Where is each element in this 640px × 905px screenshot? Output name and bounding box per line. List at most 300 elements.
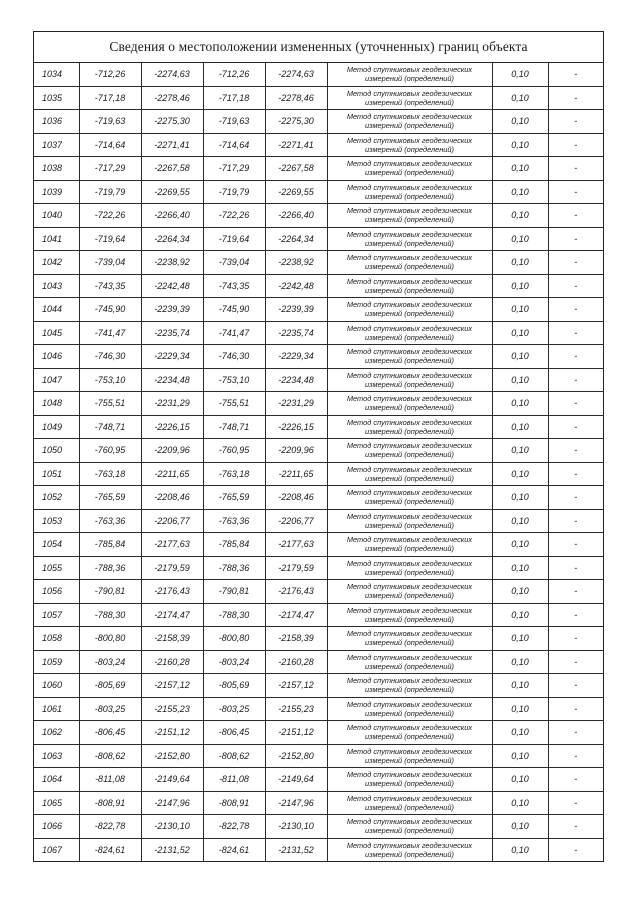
x-existing-cell: -763,36: [79, 509, 141, 533]
method-text-line2: измерений (определений): [365, 520, 454, 530]
method-text-line1: Метод спутниковых геодезических: [346, 605, 473, 615]
table-row: [34, 63, 603, 86]
point-number-cell: 1051: [34, 462, 79, 486]
x-new-cell: -763,18: [203, 462, 265, 486]
table-row: [34, 462, 603, 486]
method-text-line1: Метод спутниковых геодезических: [346, 88, 473, 98]
point-number-cell: 1050: [34, 439, 79, 463]
method-text-line2: измерений (определений): [365, 426, 454, 436]
method-cell: [327, 791, 492, 815]
y-existing-cell: -2231,29: [141, 392, 203, 416]
x-new-cell: -753,10: [203, 368, 265, 392]
method-text-line1: Метод спутниковых геодезических: [346, 182, 473, 192]
note-cell: -: [548, 721, 603, 745]
x-existing-cell: -785,84: [79, 533, 141, 557]
table-row: [34, 627, 603, 651]
point-number-cell: 1045: [34, 321, 79, 345]
y-existing-cell: -2271,41: [141, 133, 203, 157]
x-new-cell: -763,36: [203, 509, 265, 533]
point-number-cell: 1044: [34, 298, 79, 322]
method-text-line2: измерений (определений): [365, 450, 454, 460]
x-existing-cell: -811,08: [79, 768, 141, 792]
method-cell: [327, 462, 492, 486]
point-number-cell: 1060: [34, 674, 79, 698]
x-existing-cell: -745,90: [79, 298, 141, 322]
accuracy-cell: 0,10: [492, 227, 548, 251]
accuracy-cell: 0,10: [492, 274, 548, 298]
point-number-cell: 1055: [34, 556, 79, 580]
point-number-cell: 1042: [34, 251, 79, 275]
table-row: [34, 533, 603, 557]
method-text-line1: Метод спутниковых геодезических: [346, 840, 473, 850]
x-existing-cell: -788,36: [79, 556, 141, 580]
accuracy-cell: 0,10: [492, 486, 548, 510]
method-text-line1: Метод спутниковых геодезических: [346, 770, 473, 780]
table-row: [34, 509, 603, 533]
x-existing-cell: -803,25: [79, 697, 141, 721]
method-cell: [327, 721, 492, 745]
note-cell: -: [548, 439, 603, 463]
y-existing-cell: -2158,39: [141, 627, 203, 651]
accuracy-cell: 0,10: [492, 86, 548, 110]
y-existing-cell: -2147,96: [141, 791, 203, 815]
point-number-cell: 1062: [34, 721, 79, 745]
note-cell: -: [548, 509, 603, 533]
x-new-cell: -808,91: [203, 791, 265, 815]
table-row: [34, 180, 603, 204]
y-existing-cell: -2226,15: [141, 415, 203, 439]
point-number-cell: 1049: [34, 415, 79, 439]
y-new-cell: -2226,15: [265, 415, 327, 439]
note-cell: -: [548, 744, 603, 768]
point-number-cell: 1053: [34, 509, 79, 533]
method-cell: [327, 533, 492, 557]
note-cell: -: [548, 227, 603, 251]
method-text-line1: Метод спутниковых геодезических: [346, 582, 473, 592]
accuracy-cell: 0,10: [492, 627, 548, 651]
point-number-cell: 1064: [34, 768, 79, 792]
method-cell: [327, 650, 492, 674]
y-new-cell: -2242,48: [265, 274, 327, 298]
x-new-cell: -739,04: [203, 251, 265, 275]
x-new-cell: -746,30: [203, 345, 265, 369]
y-existing-cell: -2267,58: [141, 157, 203, 181]
method-text-line2: измерений (определений): [365, 332, 454, 342]
x-existing-cell: -755,51: [79, 392, 141, 416]
y-existing-cell: -2208,46: [141, 486, 203, 510]
table-row: [34, 791, 603, 815]
y-existing-cell: -2209,96: [141, 439, 203, 463]
method-text-line1: Метод спутниковых геодезических: [346, 417, 473, 427]
method-cell: [327, 697, 492, 721]
point-number-cell: 1038: [34, 157, 79, 181]
x-new-cell: -743,35: [203, 274, 265, 298]
table-row: [34, 251, 603, 275]
y-existing-cell: -2275,30: [141, 110, 203, 134]
x-existing-cell: -712,26: [79, 63, 141, 86]
point-number-cell: 1043: [34, 274, 79, 298]
method-text-line1: Метод спутниковых геодезических: [346, 323, 473, 333]
y-new-cell: -2266,40: [265, 204, 327, 228]
accuracy-cell: 0,10: [492, 791, 548, 815]
point-number-cell: 1067: [34, 838, 79, 861]
method-text-line1: Метод спутниковых геодезических: [346, 746, 473, 756]
x-new-cell: -719,63: [203, 110, 265, 134]
method-text-line2: измерений (определений): [365, 685, 454, 695]
x-existing-cell: -717,29: [79, 157, 141, 181]
method-text-line1: Метод спутниковых геодезических: [346, 511, 473, 521]
point-number-cell: 1056: [34, 580, 79, 604]
note-cell: -: [548, 791, 603, 815]
method-text-line2: измерений (определений): [365, 403, 454, 413]
note-cell: -: [548, 603, 603, 627]
point-number-cell: 1057: [34, 603, 79, 627]
y-new-cell: -2130,10: [265, 815, 327, 839]
method-cell: [327, 744, 492, 768]
note-cell: -: [548, 298, 603, 322]
method-text-line2: измерений (определений): [365, 262, 454, 272]
y-new-cell: -2206,77: [265, 509, 327, 533]
note-cell: -: [548, 815, 603, 839]
accuracy-cell: 0,10: [492, 415, 548, 439]
y-existing-cell: -2278,46: [141, 86, 203, 110]
x-existing-cell: -753,10: [79, 368, 141, 392]
x-existing-cell: -822,78: [79, 815, 141, 839]
method-text-line1: Метод спутниковых геодезических: [346, 159, 473, 169]
method-cell: [327, 486, 492, 510]
accuracy-cell: 0,10: [492, 674, 548, 698]
accuracy-cell: 0,10: [492, 321, 548, 345]
method-text-line2: измерений (определений): [365, 614, 454, 624]
method-cell: [327, 674, 492, 698]
x-existing-cell: -739,04: [79, 251, 141, 275]
method-text-line1: Метод спутниковых геодезических: [346, 370, 473, 380]
boundary-table-frame: [33, 31, 604, 862]
x-new-cell: -712,26: [203, 63, 265, 86]
point-number-cell: 1039: [34, 180, 79, 204]
x-new-cell: -806,45: [203, 721, 265, 745]
method-cell: [327, 274, 492, 298]
point-number-cell: 1041: [34, 227, 79, 251]
x-existing-cell: -803,24: [79, 650, 141, 674]
table-row: [34, 392, 603, 416]
method-text-line2: измерений (определений): [365, 97, 454, 107]
table-row: [34, 580, 603, 604]
accuracy-cell: 0,10: [492, 133, 548, 157]
x-existing-cell: -808,62: [79, 744, 141, 768]
note-cell: -: [548, 580, 603, 604]
method-text-line2: измерений (определений): [365, 356, 454, 366]
method-text-line2: измерений (определений): [365, 567, 454, 577]
method-text-line1: Метод спутниковых геодезических: [346, 206, 473, 216]
method-text-line2: измерений (определений): [365, 144, 454, 154]
method-text-line2: измерений (определений): [365, 802, 454, 812]
accuracy-cell: 0,10: [492, 697, 548, 721]
method-text-line2: измерений (определений): [365, 708, 454, 718]
y-existing-cell: -2155,23: [141, 697, 203, 721]
y-new-cell: -2158,39: [265, 627, 327, 651]
note-cell: -: [548, 768, 603, 792]
method-cell: [327, 251, 492, 275]
y-new-cell: -2239,39: [265, 298, 327, 322]
method-text-line2: измерений (определений): [365, 215, 454, 225]
y-new-cell: -2211,65: [265, 462, 327, 486]
point-number-cell: 1048: [34, 392, 79, 416]
note-cell: -: [548, 392, 603, 416]
x-new-cell: -717,29: [203, 157, 265, 181]
point-number-cell: 1040: [34, 204, 79, 228]
table-row: [34, 133, 603, 157]
y-new-cell: -2208,46: [265, 486, 327, 510]
point-number-cell: 1046: [34, 345, 79, 369]
x-new-cell: -741,47: [203, 321, 265, 345]
y-new-cell: -2271,41: [265, 133, 327, 157]
table-row: [34, 110, 603, 134]
table-row: [34, 838, 603, 861]
y-existing-cell: -2130,10: [141, 815, 203, 839]
note-cell: -: [548, 110, 603, 134]
point-number-cell: 1035: [34, 86, 79, 110]
method-cell: [327, 345, 492, 369]
y-existing-cell: -2179,59: [141, 556, 203, 580]
accuracy-cell: 0,10: [492, 509, 548, 533]
x-existing-cell: -719,64: [79, 227, 141, 251]
note-cell: -: [548, 627, 603, 651]
note-cell: -: [548, 486, 603, 510]
table-row: [34, 744, 603, 768]
table-row: [34, 556, 603, 580]
table-row: [34, 721, 603, 745]
table-row: [34, 439, 603, 463]
table-row: [34, 486, 603, 510]
table-body: [34, 63, 603, 861]
x-new-cell: -785,84: [203, 533, 265, 557]
x-new-cell: -717,18: [203, 86, 265, 110]
y-existing-cell: -2177,63: [141, 533, 203, 557]
method-cell: [327, 321, 492, 345]
accuracy-cell: 0,10: [492, 110, 548, 134]
x-new-cell: -805,69: [203, 674, 265, 698]
table-row: [34, 815, 603, 839]
method-cell: [327, 627, 492, 651]
x-new-cell: -714,64: [203, 133, 265, 157]
note-cell: -: [548, 556, 603, 580]
method-text-line2: измерений (определений): [365, 309, 454, 319]
y-new-cell: -2234,48: [265, 368, 327, 392]
y-new-cell: -2157,12: [265, 674, 327, 698]
y-new-cell: -2151,12: [265, 721, 327, 745]
y-new-cell: -2229,34: [265, 345, 327, 369]
method-cell: [327, 603, 492, 627]
x-existing-cell: -722,26: [79, 204, 141, 228]
point-number-cell: 1066: [34, 815, 79, 839]
accuracy-cell: 0,10: [492, 392, 548, 416]
point-number-cell: 1058: [34, 627, 79, 651]
accuracy-cell: 0,10: [492, 251, 548, 275]
y-existing-cell: -2211,65: [141, 462, 203, 486]
table-row: [34, 227, 603, 251]
method-cell: [327, 180, 492, 204]
method-text-line1: Метод спутниковых геодезических: [346, 112, 473, 122]
accuracy-cell: 0,10: [492, 744, 548, 768]
y-new-cell: -2267,58: [265, 157, 327, 181]
y-existing-cell: -2152,80: [141, 744, 203, 768]
method-cell: [327, 63, 492, 86]
note-cell: -: [548, 63, 603, 86]
table-row: [34, 345, 603, 369]
method-text-line1: Метод спутниковых геодезических: [346, 699, 473, 709]
y-new-cell: -2131,52: [265, 838, 327, 861]
method-cell: [327, 838, 492, 861]
note-cell: -: [548, 674, 603, 698]
table-row: [34, 697, 603, 721]
method-text-line2: измерений (определений): [365, 191, 454, 201]
y-new-cell: -2274,63: [265, 63, 327, 86]
method-text-line2: измерений (определений): [365, 755, 454, 765]
y-new-cell: -2147,96: [265, 791, 327, 815]
x-new-cell: -755,51: [203, 392, 265, 416]
accuracy-cell: 0,10: [492, 298, 548, 322]
y-new-cell: -2231,29: [265, 392, 327, 416]
x-existing-cell: -763,18: [79, 462, 141, 486]
accuracy-cell: 0,10: [492, 368, 548, 392]
method-text-line2: измерений (определений): [365, 74, 454, 84]
y-existing-cell: -2151,12: [141, 721, 203, 745]
method-text-line1: Метод спутниковых геодезических: [346, 817, 473, 827]
method-cell: [327, 110, 492, 134]
method-text-line1: Метод спутниковых геодезических: [346, 464, 473, 474]
table-row: [34, 603, 603, 627]
table-row: [34, 768, 603, 792]
method-text-line1: Метод спутниковых геодезических: [346, 676, 473, 686]
x-new-cell: -745,90: [203, 298, 265, 322]
table-row: [34, 368, 603, 392]
x-existing-cell: -719,79: [79, 180, 141, 204]
x-new-cell: -803,25: [203, 697, 265, 721]
note-cell: -: [548, 274, 603, 298]
x-new-cell: -765,59: [203, 486, 265, 510]
y-new-cell: -2278,46: [265, 86, 327, 110]
method-text-line2: измерений (определений): [365, 238, 454, 248]
method-text-line1: Метод спутниковых геодезических: [346, 300, 473, 310]
table-row: [34, 321, 603, 345]
table-row: [34, 86, 603, 110]
y-existing-cell: -2235,74: [141, 321, 203, 345]
note-cell: -: [548, 533, 603, 557]
x-new-cell: -719,64: [203, 227, 265, 251]
table-row: [34, 157, 603, 181]
x-existing-cell: -746,30: [79, 345, 141, 369]
method-text-line2: измерений (определений): [365, 168, 454, 178]
table-row: [34, 298, 603, 322]
y-new-cell: -2269,55: [265, 180, 327, 204]
method-text-line2: измерений (определений): [365, 591, 454, 601]
method-cell: [327, 133, 492, 157]
method-text-line2: измерений (определений): [365, 779, 454, 789]
method-cell: [327, 580, 492, 604]
x-new-cell: -788,30: [203, 603, 265, 627]
x-new-cell: -803,24: [203, 650, 265, 674]
x-new-cell: -719,79: [203, 180, 265, 204]
method-cell: [327, 439, 492, 463]
y-new-cell: -2176,43: [265, 580, 327, 604]
x-new-cell: -800,80: [203, 627, 265, 651]
method-text-line1: Метод спутниковых геодезических: [346, 65, 473, 75]
method-text-line2: измерений (определений): [365, 121, 454, 131]
x-existing-cell: -717,18: [79, 86, 141, 110]
note-cell: -: [548, 650, 603, 674]
method-text-line1: Метод спутниковых геодезических: [346, 441, 473, 451]
y-existing-cell: -2264,34: [141, 227, 203, 251]
y-new-cell: -2209,96: [265, 439, 327, 463]
y-existing-cell: -2160,28: [141, 650, 203, 674]
x-new-cell: -788,36: [203, 556, 265, 580]
method-cell: [327, 415, 492, 439]
x-existing-cell: -760,95: [79, 439, 141, 463]
method-text-line2: измерений (определений): [365, 849, 454, 859]
method-cell: [327, 509, 492, 533]
y-new-cell: -2149,64: [265, 768, 327, 792]
method-text-line1: Метод спутниковых геодезических: [346, 723, 473, 733]
method-cell: [327, 298, 492, 322]
x-existing-cell: -788,30: [79, 603, 141, 627]
table-row: [34, 674, 603, 698]
x-existing-cell: -806,45: [79, 721, 141, 745]
method-text-line1: Метод спутниковых геодезических: [346, 253, 473, 263]
x-new-cell: -824,61: [203, 838, 265, 861]
method-text-line2: измерений (определений): [365, 497, 454, 507]
note-cell: -: [548, 157, 603, 181]
method-text-line1: Метод спутниковых геодезических: [346, 276, 473, 286]
x-existing-cell: -743,35: [79, 274, 141, 298]
accuracy-cell: 0,10: [492, 157, 548, 181]
x-existing-cell: -719,63: [79, 110, 141, 134]
y-existing-cell: -2206,77: [141, 509, 203, 533]
y-existing-cell: -2229,34: [141, 345, 203, 369]
method-text-line1: Метод спутниковых геодезических: [346, 229, 473, 239]
point-number-cell: 1052: [34, 486, 79, 510]
method-cell: [327, 86, 492, 110]
accuracy-cell: 0,10: [492, 650, 548, 674]
point-number-cell: 1054: [34, 533, 79, 557]
method-text-line2: измерений (определений): [365, 285, 454, 295]
y-existing-cell: -2242,48: [141, 274, 203, 298]
point-number-cell: 1059: [34, 650, 79, 674]
point-number-cell: 1065: [34, 791, 79, 815]
y-new-cell: -2238,92: [265, 251, 327, 275]
x-new-cell: -722,26: [203, 204, 265, 228]
y-existing-cell: -2157,12: [141, 674, 203, 698]
note-cell: -: [548, 180, 603, 204]
x-new-cell: -760,95: [203, 439, 265, 463]
y-existing-cell: -2174,47: [141, 603, 203, 627]
y-new-cell: -2275,30: [265, 110, 327, 134]
y-new-cell: -2179,59: [265, 556, 327, 580]
method-text-line2: измерений (определений): [365, 638, 454, 648]
method-text-line1: Метод спутниковых геодезических: [346, 558, 473, 568]
note-cell: -: [548, 462, 603, 486]
method-cell: [327, 392, 492, 416]
y-new-cell: -2160,28: [265, 650, 327, 674]
x-existing-cell: -741,47: [79, 321, 141, 345]
method-cell: [327, 556, 492, 580]
point-number-cell: 1036: [34, 110, 79, 134]
method-text-line1: Метод спутниковых геодезических: [346, 652, 473, 662]
x-new-cell: -790,81: [203, 580, 265, 604]
accuracy-cell: 0,10: [492, 603, 548, 627]
coordinates-table: [34, 63, 603, 861]
note-cell: -: [548, 133, 603, 157]
